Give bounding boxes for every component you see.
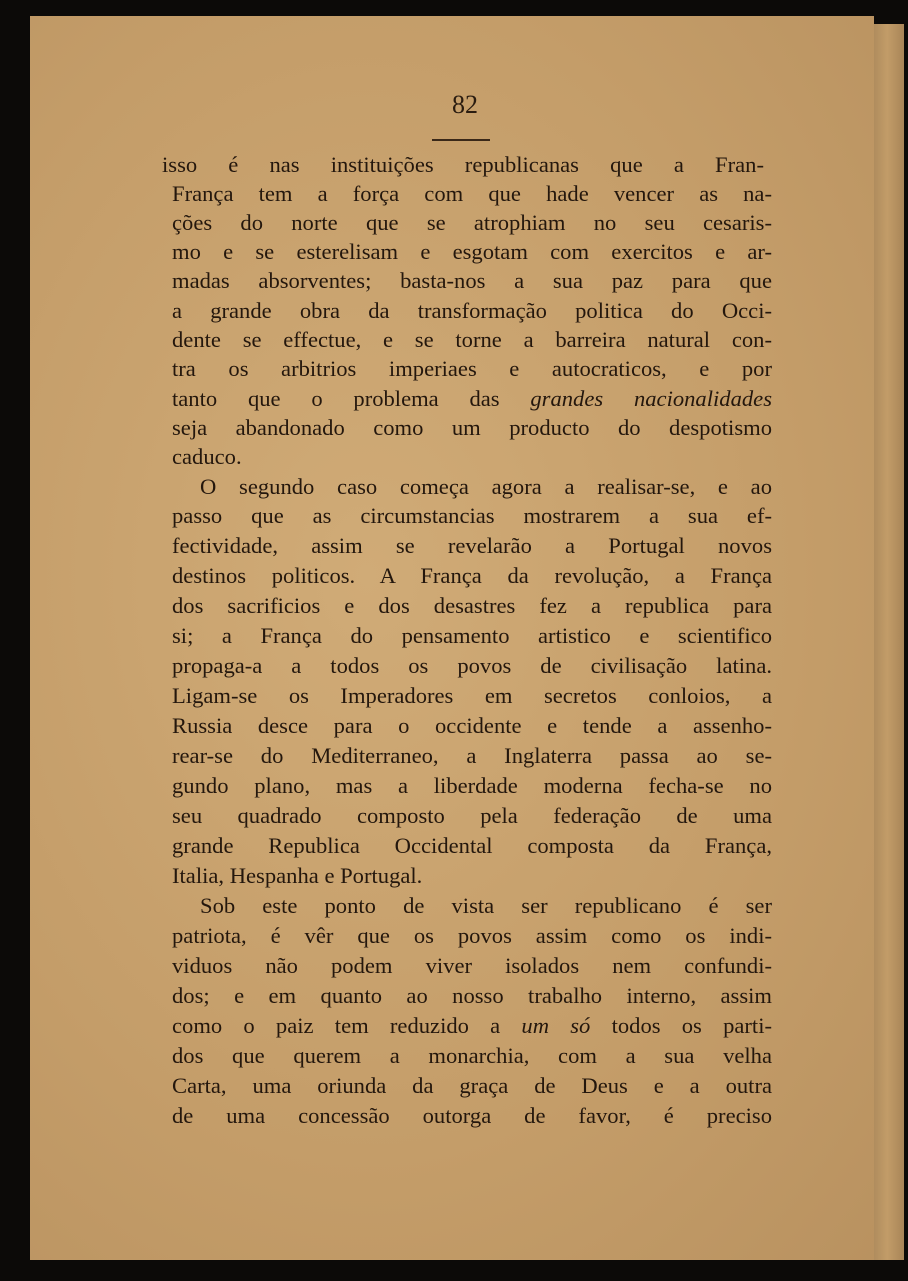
text-line: propaga-a a todos os povos de civilisação latina. [172, 653, 772, 678]
text-line: Italia, Hespanha e Portugal. [172, 863, 423, 888]
text-line: patriota, é vêr que os povos assim como os indi- [172, 923, 772, 948]
text-line: destinos politicos. A França da revolução, a França [172, 563, 772, 588]
text-line: Carta, uma oriunda da graça de Deus e a outra [172, 1073, 772, 1098]
text-line: Sob este ponto de vista ser republicano é ser [200, 893, 772, 918]
text-line: mo e se esterelisam e esgotam com exercitos e ar- [172, 239, 772, 264]
text-run: todos os parti- [590, 1013, 773, 1038]
text-line: seja abandonado como um producto do despotismo [172, 415, 772, 440]
text-line: viduos não podem viver isolados nem confundi- [172, 953, 772, 978]
text-line: caduco. [172, 444, 242, 469]
text-line: Russia desce para o occidente e tende a assenho- [172, 713, 772, 738]
text-line: França tem a força com que hade vencer as na- [172, 181, 772, 206]
text-line: dente se effectue, e se torne a barreira natural con- [172, 327, 772, 352]
text-line: isso é nas instituições republicanas que a Fran- [162, 152, 764, 177]
text-line: dos sacrificios e dos desastres fez a republica para [172, 593, 772, 618]
text-line: tra os arbitrios imperiaes e autocraticos, e por [172, 356, 772, 381]
text-line: passo que as circumstancias mostrarem a sua ef- [172, 503, 772, 528]
text-line: madas absorventes; basta-nos a sua paz para que [172, 268, 772, 293]
text-line: Ligam-se os Imperadores em secretos conloios, a [172, 683, 772, 708]
text-line: dos; e em quanto ao nosso trabalho interno, assim [172, 983, 772, 1008]
italic-phrase: um só [521, 1013, 591, 1038]
text-line: si; a França do pensamento artistico e scientifico [172, 623, 772, 648]
text-line: rear-se do Mediterraneo, a Inglaterra passa ao se- [172, 743, 772, 768]
text-line: gundo plano, mas a liberdade moderna fecha-se no [172, 773, 772, 798]
text-line: seu quadrado composto pela federação de uma [172, 803, 772, 828]
text-line: fectividade, assim se revelarão a Portugal novos [172, 533, 772, 558]
text-line: a grande obra da transformação politica do Occi- [172, 298, 772, 323]
text-line: O segundo caso começa agora a realisar-se, e ao [200, 474, 772, 499]
text-line: grande Republica Occidental composta da França, [172, 833, 772, 858]
text-line [172, 1011, 772, 1041]
text-run: tanto que o problema das [172, 386, 531, 411]
text-line: ções do norte que se atrophiam no seu cesaris- [172, 210, 772, 235]
italic-phrase: grandes nacionalidades [530, 386, 772, 411]
text-line [172, 384, 772, 414]
text-line: dos que querem a monarchia, com a sua velha [172, 1043, 772, 1068]
text-line: de uma concessão outorga de favor, é preciso [172, 1103, 772, 1128]
text-run: como o paiz tem reduzido a [172, 1013, 522, 1038]
page-number: 82 [452, 90, 478, 119]
